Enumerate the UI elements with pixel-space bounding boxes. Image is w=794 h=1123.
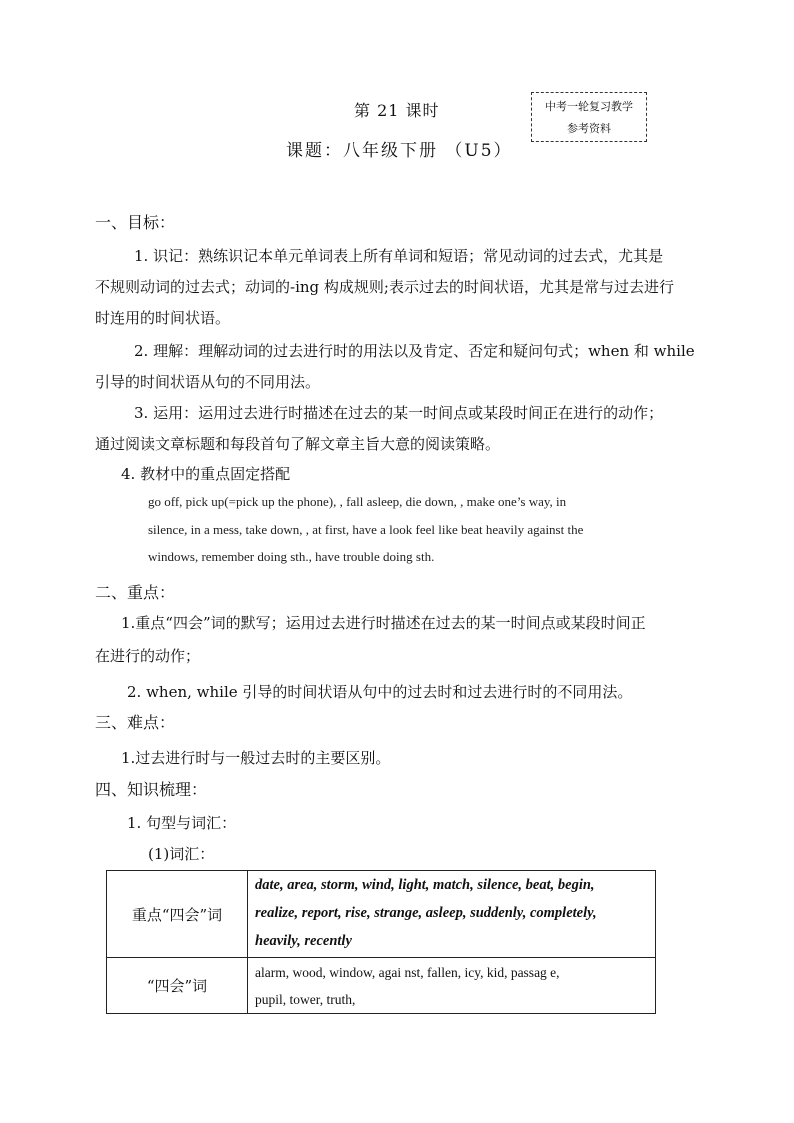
key-words-line-1: date, area, storm, wind, light, match, silence, beat, begin, (255, 877, 595, 893)
goal-3-line-2: 通过阅读文章标题和每段首句了解文章主旨大意的阅读策略。 (95, 435, 501, 453)
phrases-line-1: go off, pick up(=pick up the phone), , fall asleep, die down, , make one’s way, in (148, 494, 567, 509)
goal-2-line-1: 2. 理解：理解动词的过去进行时的用法以及肯定、否定和疑问句式；when 和 while (134, 342, 695, 360)
key-1-line-1: 1.重点“四会”词的默写；运用过去进行时描述在过去的某一时间点或某段时间正 (121, 614, 646, 632)
words-line-1: alarm, wood, window, agai nst, fallen, icy, kid, passag e, (255, 964, 560, 980)
goal-1-line-1: 1. 识记：熟练识记本单元单词表上所有单词和短语；常见动词的过去式，尤其是 (134, 247, 664, 265)
knowledge-sub-2: (1)词汇： (148, 845, 215, 863)
reference-stamp (531, 92, 647, 142)
knowledge-sub-1: 1. 句型与词汇： (127, 814, 237, 832)
table-row (107, 958, 656, 1014)
key-words-line-3: heavily, recently (255, 933, 352, 949)
goal-1-line-2: 不规则动词的过去式；动词的-ing 构成规则;表示过去的时间状语，尤其是常与过去进行 (95, 278, 674, 296)
vocabulary-table (106, 870, 656, 1014)
lesson-number: 第 21 课时 (354, 101, 440, 120)
key-2: 2. when, while 引导的时间状语从句中的过去时和过去进行时的不同用法。 (127, 683, 633, 701)
phrases-line-3: windows, remember doing sth., have trouble doing sth. (148, 549, 435, 564)
key-1-line-2: 在进行的动作； (95, 647, 201, 665)
row-label-key-words: 重点“四会”词 (107, 871, 248, 958)
key-words-cell (248, 871, 656, 958)
goal-4: 4. 教材中的重点固定搭配 (121, 465, 291, 483)
row-label-words: “四会”词 (107, 958, 248, 1014)
goals-heading: 一、目标： (95, 213, 176, 232)
lesson-topic: 课题：八年级下册 （U5） (286, 141, 513, 161)
goal-3-line-1: 3. 运用：运用过去进行时描述在过去的某一时间点或某段时间正在进行的动作； (134, 404, 664, 422)
table-row (107, 871, 656, 958)
words-cell (248, 958, 656, 1014)
stamp-line-1: 中考一轮复习教学 (545, 100, 633, 113)
knowledge-heading: 四、知识梳理： (95, 780, 208, 799)
phrases-line-2: silence, in a mess, take down, , at first, have a look feel like beat heavily against the (148, 522, 584, 537)
words-line-2: pupil, tower, truth, (255, 991, 356, 1007)
difficulty-1: 1.过去进行时与一般过去时的主要区别。 (121, 749, 391, 767)
goal-2-line-2: 引导的时间状语从句的不同用法。 (95, 373, 321, 391)
key-words-line-2: realize, report, rise, strange, asleep, suddenly, completely, (255, 905, 597, 921)
stamp-line-2: 参考资料 (567, 122, 611, 135)
key-heading: 二、重点： (95, 583, 176, 602)
goal-1-line-3: 时连用的时间状语。 (95, 309, 231, 327)
difficulty-heading: 三、难点： (95, 713, 176, 732)
